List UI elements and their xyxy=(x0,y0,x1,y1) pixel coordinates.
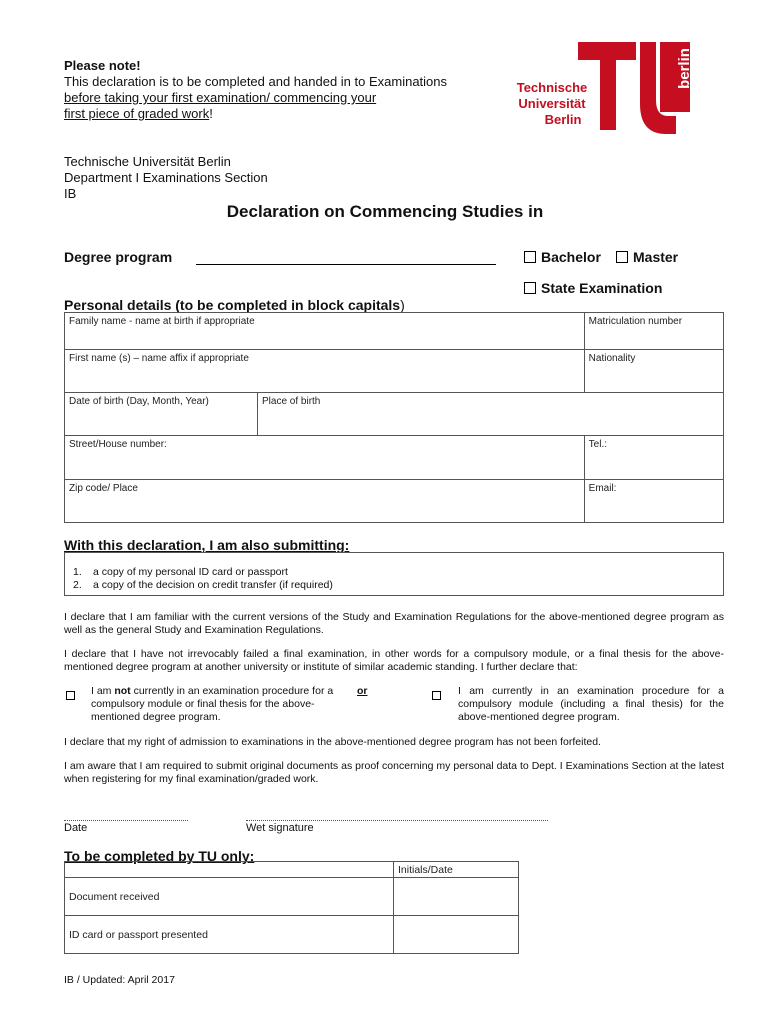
street-cell[interactable]: Street/House number: xyxy=(65,436,585,480)
initials-date-header: Initials/Date xyxy=(394,862,519,878)
notice-block xyxy=(64,58,447,122)
tu-only-table xyxy=(64,861,519,954)
wet-signature-label: Wet signature xyxy=(246,822,314,834)
list-item: 2. a copy of the decision on credit transfer (if required) xyxy=(73,579,333,591)
logo-vertical-text: berlin xyxy=(675,48,693,89)
checkbox-icon[interactable] xyxy=(524,282,536,294)
degree-program-field[interactable] xyxy=(196,264,496,265)
document-received-initials[interactable] xyxy=(394,878,519,916)
checkbox-icon[interactable] xyxy=(616,251,628,263)
state-exam-checkbox[interactable]: State Examination xyxy=(524,280,662,296)
option-in-procedure-checkbox[interactable] xyxy=(432,687,441,705)
tu-berlin-logo xyxy=(512,38,692,138)
dob-cell[interactable]: Date of birth (Day, Month, Year) xyxy=(65,393,258,436)
document-received-cell: Document received xyxy=(65,878,394,916)
notice-line-1: This declaration is to be completed and handed in to Examinations xyxy=(64,74,448,89)
personal-details-table xyxy=(64,312,724,523)
first-name-cell[interactable]: First name (s) – name affix if appropriate xyxy=(65,350,585,393)
address-block xyxy=(64,154,268,202)
checkbox-icon[interactable] xyxy=(524,251,536,263)
declaration-paragraph-4: I am aware that I am required to submit original documents as proof concerning my personal data to Dept. I Examinations Section at the latest when registering for my final examination/graded work. xyxy=(64,760,724,785)
date-line[interactable] xyxy=(64,820,188,821)
checkbox-icon[interactable] xyxy=(432,691,441,700)
nationality-cell[interactable]: Nationality xyxy=(584,350,723,393)
family-name-cell[interactable]: Family name - name at birth if appropriate xyxy=(65,313,585,350)
notice-line-2: before taking your first examination/ commencing your xyxy=(64,90,377,105)
id-presented-initials[interactable] xyxy=(394,916,519,954)
declaration-paragraph-1: I declare that I am familiar with the current versions of the Study and Examination Regulations for the above-mentioned degree program as well as the general Study and Examination Regulations. xyxy=(64,611,724,636)
address-line-3: IB xyxy=(64,186,77,201)
submitting-heading: With this declaration, I am also submitting: xyxy=(64,537,350,553)
footer-text: IB / Updated: April 2017 xyxy=(64,974,175,986)
submitting-list xyxy=(64,552,724,596)
declaration-paragraph-3: I declare that my right of admission to examinations in the above-mentioned degree program has not been forfeited. xyxy=(64,736,601,748)
personal-details-heading: Personal details (to be completed in block capitals) xyxy=(64,297,405,313)
declaration-paragraph-2: I declare that I have not irrevocably failed a final examination, in other words for a compulsory module, or a final thesis for the above-mentioned degree program at another university or institute of similar academic standing. I further declare that: xyxy=(64,648,724,673)
page-title: Declaration on Commencing Studies in xyxy=(226,202,544,221)
email-cell[interactable]: Email: xyxy=(584,480,723,523)
notice-line-3: first piece of graded work! xyxy=(64,106,213,121)
tu-only-heading: To be completed by TU only: xyxy=(64,848,255,864)
signature-line[interactable] xyxy=(246,820,548,821)
or-label: or xyxy=(357,685,368,697)
address-line-2: Department I Examinations Section xyxy=(64,170,268,185)
logo-wordmark: Technische Universität Berlin xyxy=(516,80,588,127)
id-presented-cell: ID card or passport presented xyxy=(65,916,394,954)
option-in-procedure-text: I am currently in an examination procedure for a compulsory module (including a final thesis) for the above-mentioned degree program. xyxy=(458,685,724,723)
date-label: Date xyxy=(64,822,88,834)
degree-program-label: Degree program xyxy=(64,249,173,265)
checkbox-icon[interactable] xyxy=(66,691,75,700)
option-not-in-procedure-text: I am not currently in an examination procedure for a compulsory module or final thesis for the above-mentioned degree program. xyxy=(91,685,334,723)
tel-cell[interactable]: Tel.: xyxy=(584,436,723,480)
notice-heading: Please note! xyxy=(64,58,141,73)
place-of-birth-cell[interactable]: Place of birth xyxy=(258,393,724,436)
option-not-in-procedure-checkbox[interactable] xyxy=(66,687,75,705)
master-checkbox[interactable]: Master xyxy=(616,249,678,265)
list-item: 1. a copy of my personal ID card or passport xyxy=(73,566,288,578)
matriculation-cell[interactable]: Matriculation number xyxy=(584,313,723,350)
bachelor-checkbox[interactable]: Bachelor xyxy=(524,249,601,265)
address-line-1: Technische Universität Berlin xyxy=(64,154,231,169)
zip-cell[interactable]: Zip code/ Place xyxy=(65,480,585,523)
tu-logo-mark-icon xyxy=(576,38,692,138)
